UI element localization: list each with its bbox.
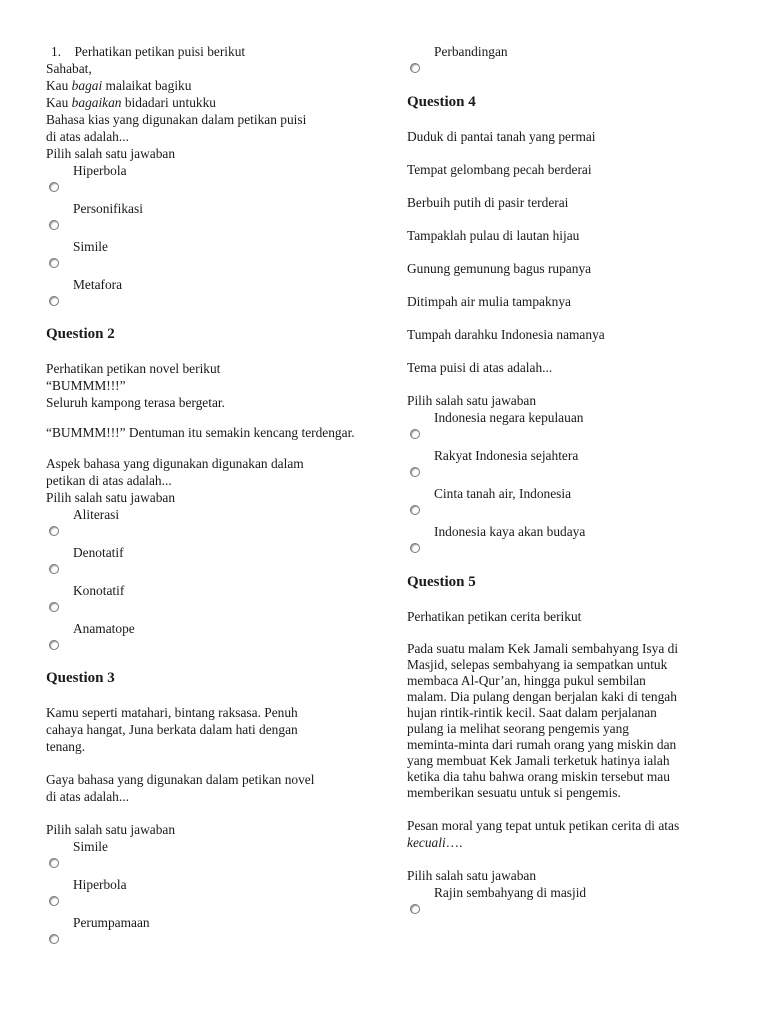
q4-option-b-radio-icon[interactable] — [410, 467, 420, 477]
q4-option-a[interactable] — [407, 409, 725, 439]
q1-option-d[interactable] — [46, 276, 362, 306]
q1-option-c-radio-icon[interactable] — [49, 258, 59, 268]
q2-option-b-label: Denotatif — [73, 544, 124, 560]
q2-option-c-radio-icon[interactable] — [49, 602, 59, 612]
right-column — [407, 0, 725, 914]
q1-poem-line-3-em: bagaikan — [71, 95, 122, 110]
q5-prompt: Pilih salah satu jawaban — [407, 868, 537, 883]
q1-question-line-2: di atas adalah... — [46, 129, 129, 144]
q4-option-d-label: Indonesia kaya akan budaya — [434, 524, 586, 539]
q1-intro — [46, 43, 362, 60]
q1-question-line-1: Bahasa kias yang digunakan dalam petikan puisi — [46, 112, 307, 127]
q3-option-a-label: Simile — [73, 838, 108, 854]
q5-question-post: …. — [445, 835, 463, 850]
q3-option-d-radio-icon[interactable] — [410, 63, 420, 73]
q2-question-line-1: Aspek bahasa yang digunakan digunakan dalam — [46, 455, 304, 471]
q5-passage-line-9: ketika dia tahu bahwa orang miskin tersebut mau — [407, 769, 670, 784]
q4-poem-line-5: Gunung gemunung bagus rupanya — [407, 261, 592, 276]
q2-option-c-label: Konotatif — [73, 582, 125, 598]
q3-options — [46, 838, 362, 944]
q4-option-d[interactable] — [407, 523, 725, 553]
q4-option-c-radio-icon[interactable] — [410, 505, 420, 515]
q4-option-a-label: Indonesia negara kepulauan — [434, 410, 584, 425]
q1-intro-text: Perhatikan petikan puisi berikut — [74, 44, 246, 59]
q4-poem-line-7: Tumpah darahku Indonesia namanya — [407, 327, 605, 342]
q3-option-a-radio-icon[interactable] — [49, 858, 59, 868]
left-column — [46, 0, 362, 944]
q1-poem-line-2-pre: Kau — [46, 78, 72, 93]
q4-poem-line-1: Duduk di pantai tanah yang permai — [407, 129, 596, 144]
q4-option-c[interactable] — [407, 485, 725, 515]
q3-heading: Question 3 — [46, 669, 115, 686]
q3-passage-line-3: tenang. — [46, 738, 86, 754]
q5-passage-line-6: pulang ia melihat seorang pengemis yang — [407, 721, 629, 736]
q1-option-d-radio-icon[interactable] — [49, 296, 59, 306]
q5-intro: Perhatikan petikan cerita berikut — [407, 609, 582, 624]
q4-poem-line-4: Tampaklah pulau di lautan hijau — [407, 228, 580, 243]
q3-prompt: Pilih salah satu jawaban — [46, 821, 176, 837]
q1-poem-line-3-pre: Kau — [46, 95, 72, 110]
q5-passage-line-3: membaca Al-Qur’an, hingga pukul sembilan — [407, 673, 646, 688]
q5-heading: Question 5 — [407, 574, 476, 590]
q2-line-3: “BUMMM!!!” Dentuman itu semakin kencang terdengar. — [46, 425, 355, 441]
q2-prompt: Pilih salah satu jawaban — [46, 489, 176, 505]
q3-option-a[interactable] — [46, 838, 362, 868]
q4-poem-line-3: Berbuih putih di pasir terderai — [407, 195, 569, 210]
q2-intro: Perhatikan petikan novel berikut — [46, 361, 221, 376]
q5-question-line-1: Pesan moral yang tepat untuk petikan cerita di atas — [407, 818, 680, 833]
q4-question: Tema puisi di atas adalah... — [407, 360, 553, 375]
q1-poem-line-2-post: malaikat bagiku — [102, 78, 192, 93]
q2-options — [46, 506, 362, 650]
q4-option-b-label: Rakyat Indonesia sejahtera — [434, 448, 579, 463]
q3-option-c[interactable] — [46, 914, 362, 944]
q3-option-b-radio-icon[interactable] — [49, 896, 59, 906]
q2-option-c[interactable] — [46, 582, 362, 612]
q5-question-em: kecuali — [407, 835, 446, 850]
q5-passage-line-7: meminta-minta dari rumah orang yang miskin dan — [407, 737, 677, 752]
q2-question-line-2: petikan di atas adalah... — [46, 472, 172, 488]
q5-passage-line-1: Pada suatu malam Kek Jamali sembahyang Isya di — [407, 641, 679, 656]
q1-option-a-radio-icon[interactable] — [49, 182, 59, 192]
q4-poem-line-6: Ditimpah air mulia tampaknya — [407, 294, 571, 309]
q5-option-a[interactable] — [407, 884, 725, 914]
q2-line-2: Seluruh kampong terasa bergetar. — [46, 395, 225, 410]
q2-option-d[interactable] — [46, 620, 362, 650]
q5-passage-line-8: yang membuat Kek Jamali terketuk hatinya ialah — [407, 753, 670, 768]
q5-option-a-label: Rajin sembahyang di masjid — [434, 885, 587, 900]
q4-option-a-radio-icon[interactable] — [410, 429, 420, 439]
q1-poem-line-3-post: bidadari untukku — [121, 95, 216, 110]
q1-poem-line-3 — [46, 94, 362, 111]
q3-option-c-label: Perumpamaan — [73, 914, 150, 930]
q5-options — [407, 884, 725, 914]
q3-passage-line-2: cahaya hangat, Juna berkata dalam hati dengan — [46, 721, 298, 737]
q5-passage-line-4: malam. Dia pulang dengan berjalan kaki di tengah — [407, 689, 677, 704]
q2-heading: Question 2 — [46, 326, 115, 342]
q3-option-d-label: Perbandingan — [434, 44, 508, 59]
q2-option-a-radio-icon[interactable] — [49, 526, 59, 536]
q5-passage — [407, 641, 725, 801]
q4-options — [407, 409, 725, 553]
q1-poem-line-2-em: bagai — [71, 78, 103, 93]
q5-option-a-radio-icon[interactable] — [410, 904, 420, 914]
q4-prompt: Pilih salah satu jawaban — [407, 393, 537, 408]
q1-option-b-label: Personifikasi — [73, 201, 143, 216]
q3-option-d[interactable] — [407, 43, 725, 73]
q2-option-b-radio-icon[interactable] — [49, 564, 59, 574]
q5-passage-line-5: hujan rintik-rintik kecil. Saat dalam perjalanan — [407, 705, 657, 720]
q2-option-d-label: Anamatope — [73, 620, 135, 636]
q3-option-c-radio-icon[interactable] — [49, 934, 59, 944]
q4-heading: Question 4 — [407, 94, 476, 110]
q2-option-b[interactable] — [46, 544, 362, 574]
q1-option-c-label: Simile — [73, 239, 108, 254]
q1-poem-line-2 — [46, 77, 362, 94]
q1-option-b[interactable] — [46, 200, 362, 230]
q1-option-a-label: Hiperbola — [73, 163, 127, 178]
q1-option-a[interactable] — [46, 162, 362, 192]
q4-option-c-label: Cinta tanah air, Indonesia — [434, 486, 572, 501]
q4-poem-line-2: Tempat gelombang pecah berderai — [407, 162, 592, 177]
q3-option-b[interactable] — [46, 876, 362, 906]
q2-option-a[interactable] — [46, 506, 362, 536]
q2-line-1: “BUMMM!!!” — [46, 378, 126, 393]
q1-prompt: Pilih salah satu jawaban — [46, 146, 176, 161]
q4-option-b[interactable] — [407, 447, 725, 477]
q3-question-line-1: Gaya bahasa yang digunakan dalam petikan novel — [46, 771, 315, 787]
q1-poem-line-1: Sahabat, — [46, 61, 92, 76]
q3-option-b-label: Hiperbola — [73, 876, 127, 892]
q5-passage-line-10: memberikan sesuatu untuk si pengemis. — [407, 785, 621, 800]
q2-option-a-label: Aliterasi — [73, 506, 120, 522]
q5-passage-line-2: Masjid, selepas sembahyang ia sempatkan untuk — [407, 657, 668, 672]
q1-options — [46, 162, 362, 306]
q1-option-c[interactable] — [46, 238, 362, 268]
q1-option-d-label: Metafora — [73, 277, 123, 292]
q4-option-d-radio-icon[interactable] — [410, 543, 420, 553]
q1-number: 1. — [51, 44, 62, 59]
q3-question-line-2: di atas adalah... — [46, 788, 129, 804]
q5-question-line-2 — [407, 834, 725, 851]
q1-option-b-radio-icon[interactable] — [49, 220, 59, 230]
q2-option-d-radio-icon[interactable] — [49, 640, 59, 650]
q3-passage-line-1: Kamu seperti matahari, bintang raksasa. Penuh — [46, 704, 298, 720]
